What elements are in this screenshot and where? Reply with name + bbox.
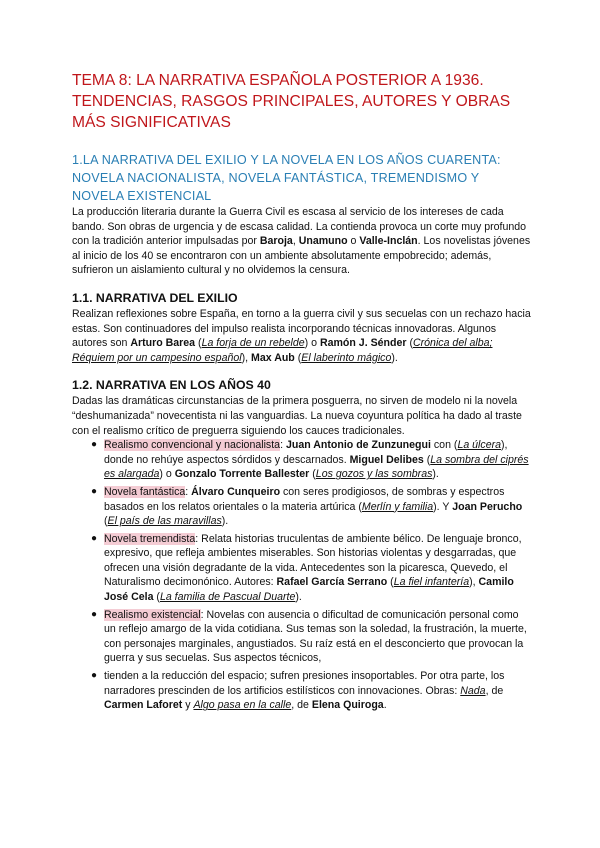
author-name: Arturo Barea <box>130 337 196 350</box>
bullet-icon: ● <box>91 670 98 682</box>
work-link[interactable]: La fiel infantería <box>393 576 470 589</box>
author-name: Camilo José Cela <box>104 576 514 604</box>
text-run: ( <box>195 337 202 350</box>
author-name: Juan Antonio de Zunzunegui <box>285 439 431 452</box>
tendencies-list <box>72 438 532 713</box>
work-link[interactable]: La sombra del ciprés es alargada <box>104 453 529 481</box>
section-1-heading: 1.LA NARRATIVA DEL EXILIO Y LA NOVELA EN LOS AÑOS CUARENTA: NOVELA NACIONALISTA, NOVELA FANTÁSTICA, TREMENDISMO Y NOVELA EXISTENCIAL <box>72 153 501 203</box>
author-name: Elena Quiroga <box>311 699 384 712</box>
work-link[interactable]: El laberinto mágico <box>301 351 392 364</box>
text-run: ) o <box>304 337 320 350</box>
document-page <box>72 70 532 716</box>
text-run: : Novelas con ausencia o dificultad de comunicación personal como un reflejo amargo de la vida cotidiana. Sus temas son la soledad, la frustración, la muerte, con personajes marginales, angustiados. Su raíz está en el desconcierto que provocan la guerra y sus secuelas. Sus aspectos técnicos, <box>104 608 527 665</box>
text-run: . Los novelistas jóvenes al inicio de los 40 se encontraron con un ambiente absolutamente empobrecido; además, sufrieron un aislamiento cultural y no olvidemos la censura. <box>72 235 531 277</box>
list-item <box>91 438 532 482</box>
text-run: ( <box>423 453 431 466</box>
text-run: ( <box>153 591 160 604</box>
text-run: : <box>185 485 192 498</box>
list-item <box>91 669 532 713</box>
subsection-1-1-heading: 1.1. NARRATIVA DEL EXILIO <box>72 290 238 305</box>
list-item <box>91 485 532 529</box>
text-run: La producción literaria durante la Guerra Civil es escasa al servicio de los intereses de cada bando. Son obras de urgencia y de escasa calidad. La contienda provoca un corte muy profundo con la tradición anterior impulsadas por <box>72 206 527 248</box>
text-run: ). <box>295 591 302 604</box>
work-link[interactable]: La forja de un rebelde <box>201 337 305 350</box>
subsection-1-2-heading: 1.2. NARRATIVA EN LOS AÑOS 40 <box>72 378 271 393</box>
work-link[interactable]: Merlín y familia <box>361 500 434 513</box>
author-name: Rafael García Serrano <box>276 576 388 589</box>
work-link[interactable]: Los gozos y las sombras <box>315 468 433 481</box>
subsection-1-1-paragraph <box>72 307 532 365</box>
text-run: ), <box>241 351 252 364</box>
text-run: , de <box>291 699 312 712</box>
work-link[interactable]: La úlcera <box>457 439 502 452</box>
bullet-icon: ● <box>91 608 98 620</box>
bullet-icon: ● <box>91 532 98 544</box>
text-run: ( <box>294 351 302 364</box>
tendency-label: Realismo existencial <box>104 608 201 621</box>
text-run: , <box>292 235 299 248</box>
tendency-label: Novela fantástica <box>104 485 186 498</box>
work-link[interactable]: El país de las maravillas <box>107 515 222 528</box>
text-run: ( <box>406 337 413 350</box>
text-run: ). <box>221 515 229 528</box>
text-run: , de <box>485 684 504 697</box>
text-run: ). <box>391 351 398 364</box>
text-run: ). Y <box>433 500 453 513</box>
text-run: ), <box>469 576 479 589</box>
tendency-label: Realismo convencional y nacionalista <box>104 439 281 452</box>
list-item <box>91 608 532 666</box>
author-name: Carmen Laforet <box>104 699 183 712</box>
author-name: Unamuno <box>298 235 348 248</box>
text-run: con ( <box>430 439 458 452</box>
text-run: : <box>280 439 286 452</box>
author-name: Álvaro Cunqueiro <box>191 485 281 498</box>
bullet-icon: ● <box>91 485 98 497</box>
text-run: Realizan reflexiones sobre España, en torno a la guerra civil y sus secuelas con un rechazo hacia estas. Son continuadores del impulso realista incorporando técnicas innovadoras. Algunos autores son <box>72 307 531 350</box>
text-run: ( <box>309 468 316 481</box>
text-run: . <box>383 699 387 712</box>
text-run: ( <box>387 576 394 589</box>
text-run: : Relata historias truculentas de ambiente bélico. De lenguaje bronco, expresivo, que refleja ambientes miserables. Son historias violentas y desgarradas, que ofrecen una visión degradante de la vida. Antecedentes son la picaresca, Quevedo, el Naturalismo decimonónico. Autores: <box>104 532 522 589</box>
author-name: Miguel Delibes <box>349 453 424 466</box>
work-link[interactable]: Crónica del alba; Réquiem por un campesino español <box>72 337 493 364</box>
work-link[interactable]: Algo pasa en la calle <box>193 699 292 712</box>
work-link[interactable]: La familia de Pascual Duarte <box>159 591 296 604</box>
author-name: Gonzalo Torrente Ballester <box>174 468 310 481</box>
bullet-icon: ● <box>91 439 98 451</box>
author-name: Joan Perucho <box>452 500 523 513</box>
text-run: ( <box>104 515 108 528</box>
text-run: o <box>347 235 360 248</box>
text-run: con seres prodigiosos, de sombras y espectros basados en los relatos orientales o la materia artúrica ( <box>104 485 505 513</box>
section-1-paragraph <box>72 205 532 278</box>
text-run: ) o <box>159 468 175 481</box>
author-name: Valle-Inclán <box>359 235 418 248</box>
author-name: Max Aub <box>251 351 295 364</box>
text-run: ). <box>432 468 439 481</box>
author-name: Baroja <box>259 235 293 248</box>
tendency-label: Novela tremendista <box>104 532 196 545</box>
author-name: Ramón J. Sénder <box>319 337 407 350</box>
subsection-1-2-intro: Dadas las dramáticas circunstancias de la primera posguerra, no sirven de modelo ni la novela “deshumanizada” novecentista ni las vanguardias. La nueva coyuntura política ha dado al traste con el realismo crítico de preguerra siguiendo los cauces tradicionales. <box>72 395 522 437</box>
list-item <box>91 532 532 605</box>
text-run: y <box>182 699 194 712</box>
text-run: ), donde no rehúye aspectos sórdidos y descarnados. <box>104 439 508 466</box>
text-run: tienden a la reducción del espacio; sufren presiones insoportables. Por otra parte, los narradores prescinden de los artificios estilísticos con innovaciones. Obras: <box>104 670 505 697</box>
work-link[interactable]: Nada <box>460 684 486 697</box>
document-title: TEMA 8: LA NARRATIVA ESPAÑOLA POSTERIOR A 1936. TENDENCIAS, RASGOS PRINCIPALES, AUTORES Y OBRAS MÁS SIGNIFICATIVAS <box>72 72 511 131</box>
